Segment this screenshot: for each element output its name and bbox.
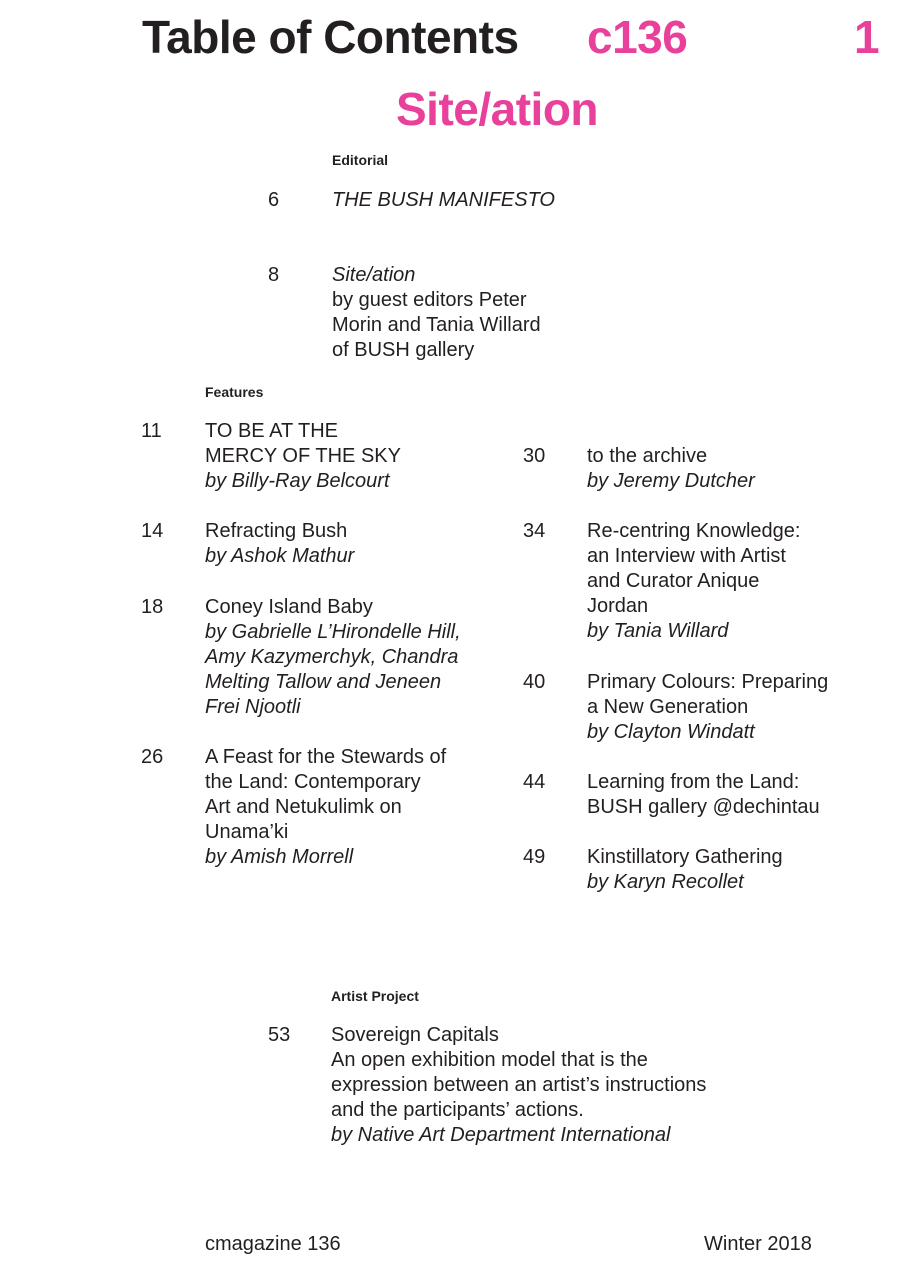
entry-title-line: Learning from the Land: [587, 771, 800, 793]
section-heading-features: Features [205, 384, 264, 400]
entry-byline: Amy Kazymerchyk, Chandra [205, 646, 459, 668]
entry-byline: Frei Njootli [205, 696, 301, 718]
entry-title-line: Sovereign Capitals [331, 1024, 499, 1046]
entry-byline: by Amish Morrell [205, 846, 354, 868]
entry-title-line: Refracting Bush [205, 520, 348, 542]
theme-title: Site/ation [396, 83, 599, 135]
footer-magazine: cmagazine 136 [205, 1233, 341, 1255]
section-heading-editorial: Editorial [332, 152, 389, 168]
entry-page-number: 34 [523, 520, 546, 542]
entry-title-line: Art and Netukulimk on [205, 796, 402, 818]
entry-line: of BUSH gallery [332, 339, 475, 361]
entry-description-line: expression between an artist’s instructions [331, 1074, 707, 1096]
entry-description-line: and the participants’ actions. [331, 1099, 584, 1121]
entry-title-line: TO BE AT THE [205, 420, 339, 442]
entry-page-number: 26 [141, 746, 164, 768]
entry-title-line: Coney Island Baby [205, 596, 373, 618]
entry-byline: by Ashok Mathur [205, 545, 355, 567]
entry-byline: Melting Tallow and Jeneen [205, 671, 442, 693]
entry-page-number: 18 [141, 596, 164, 618]
entry-page-number: 53 [268, 1024, 291, 1046]
entry-byline: by Gabrielle L’Hirondelle Hill, [205, 621, 461, 643]
entry-line: by guest editors Peter [332, 289, 527, 311]
toc-entry[interactable] [587, 770, 820, 820]
entry-page-number: 8 [268, 264, 280, 286]
entry-title-line: to the archive [587, 445, 708, 467]
entry-title-line: the Land: Contemporary [205, 771, 421, 793]
footer-season: Winter 2018 [704, 1233, 812, 1255]
entry-page-number: 14 [141, 520, 164, 542]
entry-page-number: 44 [523, 771, 546, 793]
toc-entry[interactable] [587, 444, 755, 494]
page-title: Table of Contents [142, 11, 519, 63]
entry-title-line: Primary Colours: Preparing [587, 671, 829, 693]
entry-title-line: Unama’ki [205, 821, 289, 843]
entry-title-line: a New Generation [587, 696, 749, 718]
entry-title-line: an Interview with Artist [587, 545, 786, 567]
entry-title-line: and Curator Anique [587, 570, 760, 592]
toc-entry[interactable] [587, 845, 783, 895]
entry-title-line: MERCY OF THE SKY [205, 445, 401, 467]
entry-page-number: 40 [523, 671, 546, 693]
entry-title[interactable]: THE BUSH MANIFESTO [332, 189, 555, 211]
entry-page-number: 49 [523, 846, 546, 868]
entry-title: Site/ation [332, 264, 416, 286]
entry-title-line: Kinstillatory Gathering [587, 846, 783, 868]
issue-number: c136 [587, 11, 688, 63]
section-heading-artist-project: Artist Project [331, 988, 419, 1004]
entry-title-line: Re-centring Knowledge: [587, 520, 801, 542]
toc-entry[interactable] [205, 419, 401, 494]
toc-entry[interactable] [331, 1023, 706, 1148]
toc-entry[interactable] [205, 745, 446, 870]
entry-title-line: A Feast for the Stewards of [205, 746, 447, 768]
entry-page-number: 11 [141, 420, 162, 442]
entry-byline: by Jeremy Dutcher [587, 470, 755, 492]
entry-byline: by Clayton Windatt [587, 721, 755, 743]
entry-page-number: 30 [523, 445, 546, 467]
toc-entry[interactable] [205, 595, 461, 720]
page-number: 1 [854, 11, 880, 63]
entry-title-line: Jordan [587, 595, 649, 617]
toc-entry[interactable] [587, 670, 828, 745]
toc-entry[interactable] [587, 519, 800, 644]
toc-entry[interactable] [205, 519, 354, 569]
entry-line: Morin and Tania Willard [332, 314, 541, 336]
entry-description-line: An open exhibition model that is the [331, 1049, 648, 1071]
entry-byline: by Tania Willard [587, 620, 729, 642]
entry-byline: by Karyn Recollet [587, 871, 744, 893]
entry-byline: by Billy-Ray Belcourt [205, 470, 390, 492]
toc-entry[interactable] [332, 263, 541, 363]
entry-page-number: 6 [268, 189, 280, 211]
entry-byline: by Native Art Department International [331, 1124, 671, 1146]
entry-title-line: BUSH gallery @dechintau [587, 796, 820, 818]
